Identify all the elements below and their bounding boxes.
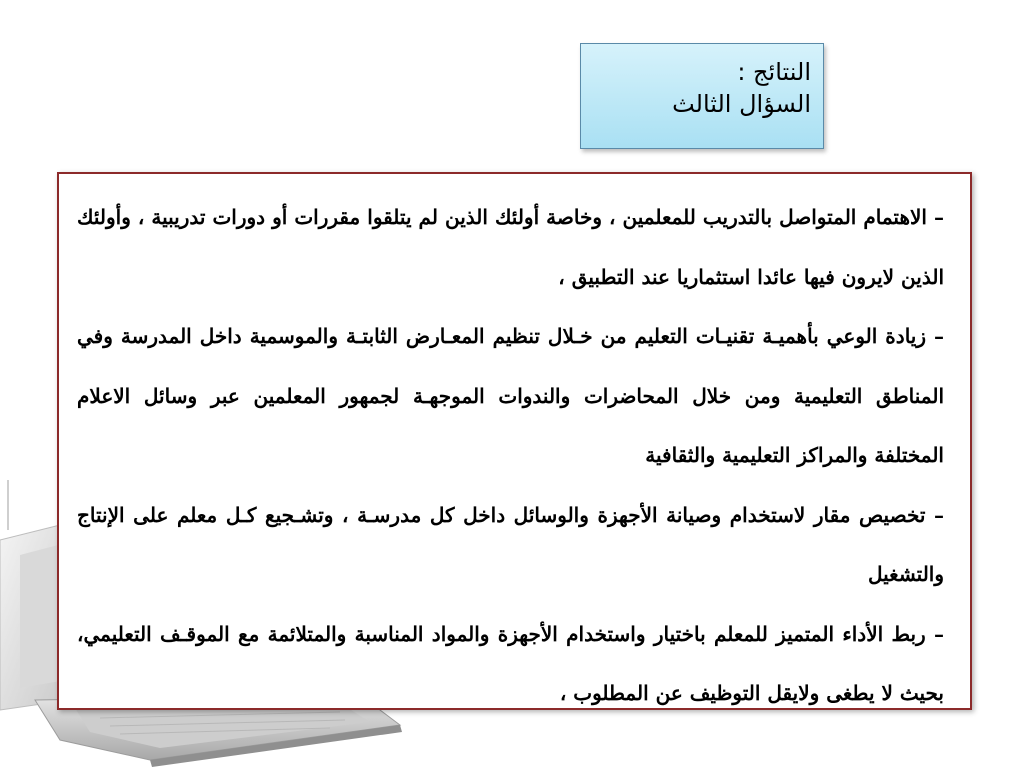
recommendation-performance: – ربط الأداء المتميز للمعلم باختيار واستخدام الأجهزة والمواد المناسبة والمتلائمة مع الموقـف التعليمي، بحيث لا يطغى ولايقل التوظيف عن المطلوب ، bbox=[77, 621, 944, 705]
recommendation-awareness: – زيادة الوعي بأهميـة تقنيـات التعليم من خـلال تنظيم المعـارض الثابتـة والموسمية داخل المدرسة وفي المناطق التعليمية ومن خلال المحاضرات والندوات الموجهـة لجمهور المعلمين عبر وسائل الاعلام المختلفة والمراكز التعليمية والثقافية bbox=[77, 324, 945, 467]
title-results: النتائج : bbox=[737, 58, 811, 86]
title-box bbox=[580, 43, 824, 149]
recommendation-training: – الاهتمام المتواصل بالتدريب للمعلمين ، وخاصة أولئك الذين لم يتلقوا مقررات أو دورات تدريبية ، وأولئك الذين لايرون فيها عائدا استثماريا عند التطبيق ، bbox=[77, 205, 944, 289]
title-third-question: السؤال الثالث bbox=[672, 90, 811, 118]
content-box bbox=[57, 172, 972, 710]
recommendation-facilities: – تخصيص مقار لاستخدام وصيانة الأجهزة والوسائل داخل كل مدرسـة ، وتشـجيع كـل معلم على الإنتاج والتشغيل bbox=[77, 502, 944, 586]
